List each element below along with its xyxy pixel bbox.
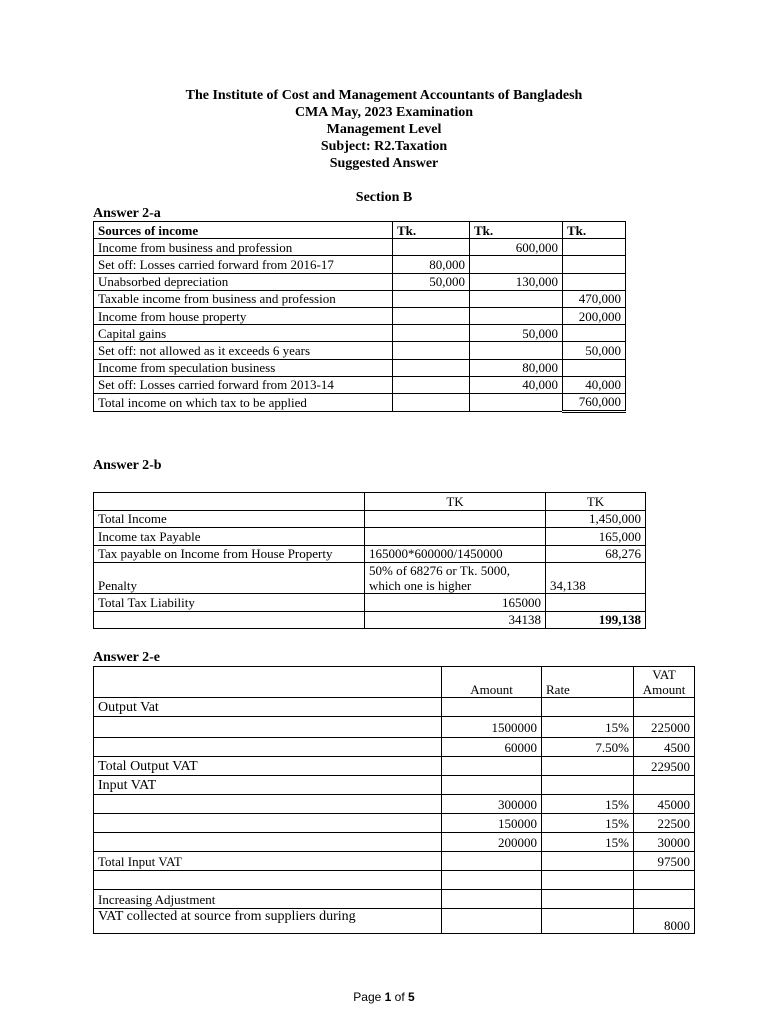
- cell: 50% of 68276 or Tk. 5000, which one is higher: [365, 563, 546, 594]
- table-row: [94, 563, 646, 594]
- cell: [442, 852, 542, 871]
- table-row: [94, 256, 626, 273]
- cell: Income from house property: [94, 307, 393, 324]
- table-row: [94, 757, 695, 776]
- cell: [542, 871, 634, 890]
- answer-2e-label: Answer 2-e: [93, 650, 161, 665]
- cell: 97500: [634, 852, 695, 871]
- cell: 1500000: [442, 717, 542, 738]
- page-total: 5: [408, 990, 415, 1004]
- cell: [542, 776, 634, 795]
- cell: 80,000: [470, 359, 563, 376]
- cell: 34138: [365, 611, 546, 629]
- cell: 1,450,000: [546, 510, 646, 528]
- table-row: [94, 852, 695, 871]
- cell: Set off: not allowed as it exceeds 6 years: [94, 342, 393, 359]
- cell: 50,000: [470, 325, 563, 342]
- cell: 225000: [634, 717, 695, 738]
- table-row: [94, 717, 695, 738]
- cell: 34,138: [546, 563, 646, 594]
- cell: Increasing Adjustment: [94, 890, 442, 909]
- answer-2a-label: Answer 2-a: [93, 206, 161, 221]
- cell: [365, 510, 546, 528]
- cell: [94, 833, 442, 852]
- cell: [94, 738, 442, 757]
- table-row: [94, 611, 646, 629]
- section-title: Section B: [355, 190, 413, 205]
- subject-title: Subject: R2.Taxation: [320, 139, 448, 154]
- cell: 200,000: [563, 307, 626, 324]
- cell: [442, 871, 542, 890]
- cell: [442, 909, 542, 934]
- cell: [563, 239, 626, 256]
- table-row: [94, 833, 695, 852]
- cell: Total Input VAT: [94, 852, 442, 871]
- cell: 300000: [442, 795, 542, 814]
- cell: 165000*600000/1450000: [365, 545, 546, 563]
- cell: [94, 717, 442, 738]
- table-row: [94, 890, 695, 909]
- cell: [393, 376, 470, 393]
- of-word: of: [394, 990, 405, 1004]
- cell: [470, 307, 563, 324]
- cell: Penalty: [94, 563, 365, 594]
- cell: 50,000: [563, 342, 626, 359]
- table-row: [94, 594, 646, 612]
- page-word: Page: [353, 990, 382, 1004]
- cell: 15%: [542, 814, 634, 833]
- table-row: [94, 239, 626, 256]
- cell: 130,000: [470, 273, 563, 290]
- cell: [563, 273, 626, 290]
- cell: [393, 307, 470, 324]
- header-cell: Amount: [442, 667, 542, 698]
- cell: Set off: Losses carried forward from 2016-17: [94, 256, 393, 273]
- cell: 7.50%: [542, 738, 634, 757]
- cell: 200000: [442, 833, 542, 852]
- table-row: [94, 545, 646, 563]
- table-row: [94, 814, 695, 833]
- cell: 15%: [542, 795, 634, 814]
- cell: Capital gains: [94, 325, 393, 342]
- table-row: [94, 290, 626, 307]
- cell: 68,276: [546, 545, 646, 563]
- table-row: [94, 393, 626, 411]
- cell: Set off: Losses carried forward from 2013-14: [94, 376, 393, 393]
- table-row: [94, 273, 626, 290]
- table-row: [94, 307, 626, 324]
- cell: Income from speculation business: [94, 359, 393, 376]
- table-row: [94, 325, 626, 342]
- header-cell: Sources of income: [94, 222, 393, 239]
- header-cell: TK: [365, 493, 546, 511]
- cell: [563, 325, 626, 342]
- table-row: [94, 871, 695, 890]
- table-row: [94, 776, 695, 795]
- table-row: [94, 698, 695, 717]
- cell: Input VAT: [94, 776, 442, 795]
- cell: Output Vat: [94, 698, 442, 717]
- table-row: [94, 528, 646, 546]
- cell: 30000: [634, 833, 695, 852]
- cell: 80,000: [393, 256, 470, 273]
- cell: [470, 290, 563, 307]
- level-title: Management Level: [326, 122, 442, 137]
- page-footer: [0, 990, 768, 1004]
- cell: [542, 909, 634, 934]
- table-row: [94, 359, 626, 376]
- cell: Total Tax Liability: [94, 594, 365, 612]
- cell: [393, 239, 470, 256]
- total-cell: 199,138: [546, 611, 646, 629]
- cell: [442, 757, 542, 776]
- cell: 45000: [634, 795, 695, 814]
- page-number: 1: [384, 990, 392, 1004]
- cell: VAT collected at source from suppliers during: [94, 909, 442, 934]
- answer-2b-table: [93, 492, 646, 629]
- cell: 40,000: [563, 376, 626, 393]
- institute-title: The Institute of Cost and Management Accountants of Bangladesh: [185, 88, 583, 103]
- cell: 470,000: [563, 290, 626, 307]
- cell: [563, 256, 626, 273]
- cell: [94, 814, 442, 833]
- suggested-answer-title: Suggested Answer: [329, 156, 439, 171]
- header-cell: TK: [546, 493, 646, 511]
- header-cell: VAT Amount: [634, 667, 695, 698]
- cell: [442, 776, 542, 795]
- cell: Income from business and profession: [94, 239, 393, 256]
- answer-2a-table: [93, 221, 626, 413]
- table-header-row: [94, 667, 695, 698]
- header-cell: Rate: [542, 667, 634, 698]
- cell: Total income on which tax to be applied: [94, 393, 393, 411]
- cell: Income tax Payable: [94, 528, 365, 546]
- cell: 40,000: [470, 376, 563, 393]
- cell: Total Income: [94, 510, 365, 528]
- table-header-row: [94, 493, 646, 511]
- table-row: [94, 909, 695, 934]
- cell: 50,000: [393, 273, 470, 290]
- cell: [542, 757, 634, 776]
- cell: Tax payable on Income from House Property: [94, 545, 365, 563]
- answer-2b-label: Answer 2-b: [93, 458, 162, 473]
- cell: 600,000: [470, 239, 563, 256]
- cell: [542, 698, 634, 717]
- cell: [393, 342, 470, 359]
- cell: 165000: [365, 594, 546, 612]
- table-row: [94, 738, 695, 757]
- cell: [542, 890, 634, 909]
- header-cell: [94, 493, 365, 511]
- answer-2e-table: [93, 666, 695, 934]
- cell: Unabsorbed depreciation: [94, 273, 393, 290]
- cell: [470, 256, 563, 273]
- cell: [470, 393, 563, 411]
- cell: [634, 776, 695, 795]
- cell: 15%: [542, 833, 634, 852]
- table-row: [94, 795, 695, 814]
- exam-title: CMA May, 2023 Examination: [294, 105, 474, 120]
- cell: [634, 871, 695, 890]
- cell: [563, 359, 626, 376]
- cell: 8000: [634, 909, 695, 934]
- header-cell: Tk.: [470, 222, 563, 239]
- cell: [542, 852, 634, 871]
- cell: 15%: [542, 717, 634, 738]
- cell: [442, 890, 542, 909]
- cell: 165,000: [546, 528, 646, 546]
- header-cell: Tk.: [563, 222, 626, 239]
- cell: Total Output VAT: [94, 757, 442, 776]
- cell: 22500: [634, 814, 695, 833]
- cell: [94, 871, 442, 890]
- cell: [442, 698, 542, 717]
- cell: 60000: [442, 738, 542, 757]
- cell: [470, 342, 563, 359]
- cell: [393, 325, 470, 342]
- cell: [393, 290, 470, 307]
- cell: 150000: [442, 814, 542, 833]
- cell: [634, 698, 695, 717]
- total-cell: 760,000: [563, 393, 626, 411]
- cell: [634, 890, 695, 909]
- cell: Taxable income from business and profession: [94, 290, 393, 307]
- cell: [94, 611, 365, 629]
- cell: [94, 795, 442, 814]
- header-cell: Tk.: [393, 222, 470, 239]
- cell: 4500: [634, 738, 695, 757]
- cell: [393, 359, 470, 376]
- table-row: [94, 342, 626, 359]
- table-header-row: [94, 222, 626, 239]
- header-cell: [94, 667, 442, 698]
- cell: [393, 393, 470, 411]
- cell: [365, 528, 546, 546]
- table-row: [94, 376, 626, 393]
- cell: [546, 594, 646, 612]
- cell: 229500: [634, 757, 695, 776]
- table-row: [94, 510, 646, 528]
